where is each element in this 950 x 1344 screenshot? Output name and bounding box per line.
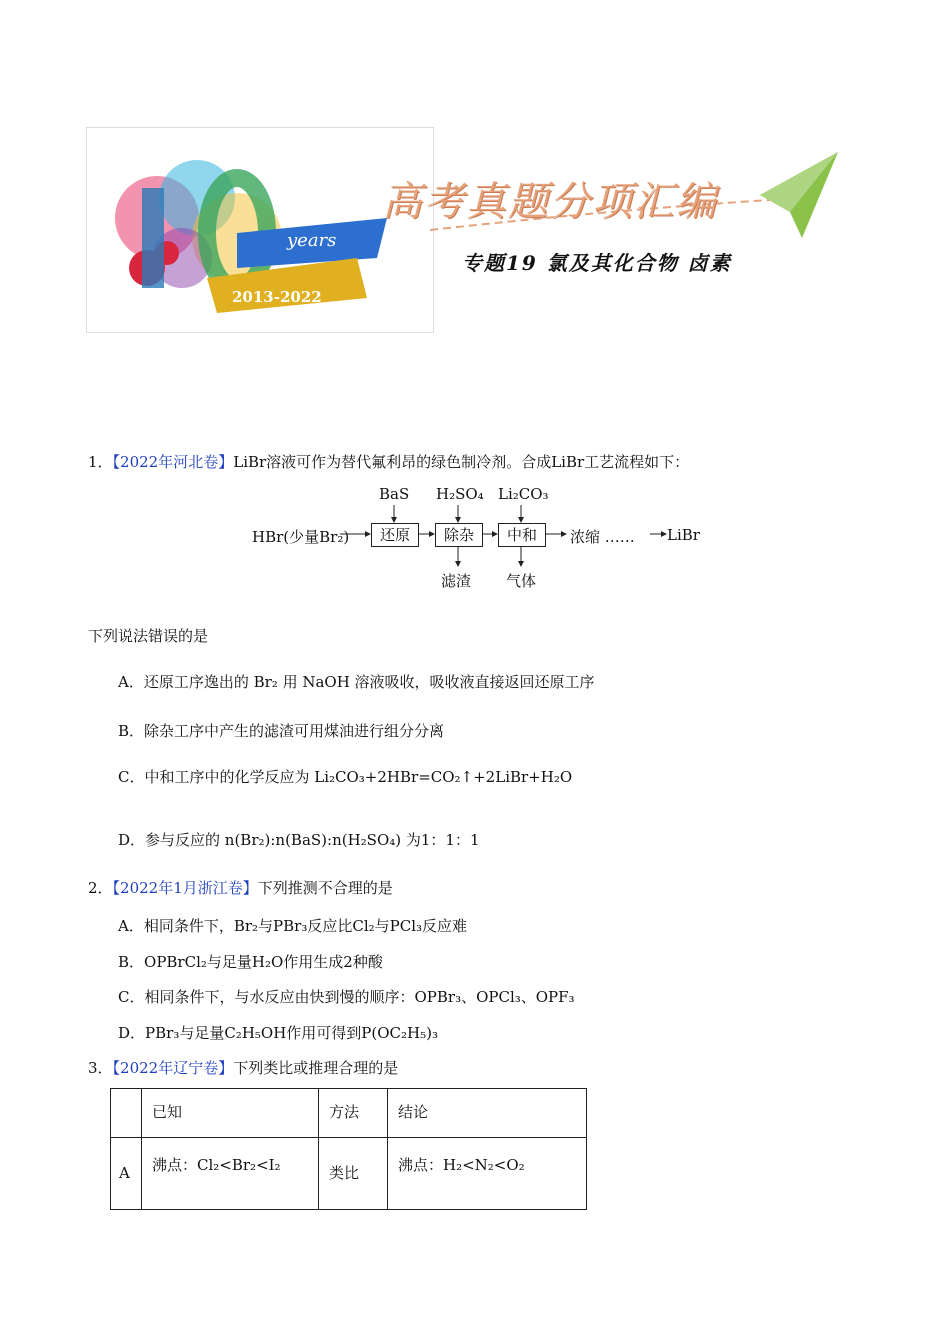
option-a: A．相同条件下，Br₂与PBr₃反应比Cl₂与PCl₃反应难 xyxy=(118,917,468,935)
question-text: 下列类比或推理合理的是 xyxy=(233,1059,399,1077)
question-source: 【2022年河北卷】 xyxy=(112,453,234,471)
topic-title: 专题19 氯及其化合物 卤素 xyxy=(462,251,732,275)
table-row xyxy=(111,1138,587,1210)
flow-reagent: BaS xyxy=(379,485,410,503)
logo-years-text: years xyxy=(287,230,337,251)
flow-reagent: H₂SO₄ xyxy=(436,485,484,503)
table-cell: 沸点：Cl₂<Br₂<I₂ xyxy=(142,1138,319,1210)
question-text: LiBr溶液可作为替代氟利昂的绿色制冷剂。合成LiBr工艺流程如下： xyxy=(233,453,690,471)
table-cell: A xyxy=(111,1138,142,1210)
question-source: 【2022年1月浙江卷】 xyxy=(112,879,258,897)
banner-title: 高考真题分项汇编 xyxy=(382,179,718,225)
table-cell: 类比 xyxy=(319,1138,388,1210)
table-header-cell: 结论 xyxy=(388,1089,587,1138)
flow-product: LiBr xyxy=(667,526,700,544)
flow-output: 滤渣 xyxy=(441,572,472,590)
question-text: 下列推测不合理的是 xyxy=(257,879,393,897)
flow-input: HBr(少量Br₂) xyxy=(252,528,350,546)
option-b: B．除杂工序中产生的滤渣可用煤油进行组分分离 xyxy=(118,722,445,740)
question-number: 2． xyxy=(88,879,113,897)
header-banner-logo xyxy=(86,127,434,333)
option-d: D．PBr₃与足量C₂H₅OH作用可得到P(OC₂H₅)₃ xyxy=(118,1024,438,1042)
question-number: 3． xyxy=(88,1059,113,1077)
table-header-cell xyxy=(111,1089,142,1138)
question-source: 【2022年辽宁卷】 xyxy=(112,1059,234,1077)
table-cell: 沸点：H₂<N₂<O₂ xyxy=(388,1138,587,1210)
table-header-cell: 已知 xyxy=(142,1089,319,1138)
flow-step-box: 还原 xyxy=(371,523,419,547)
comparison-table xyxy=(110,1088,587,1210)
option-d: D．参与反应的 n(Br₂):n(BaS):n(H₂SO₄) 为1：1：1 xyxy=(118,831,480,849)
option-a: A．还原工序逸出的 Br₂ 用 NaOH 溶液吸收，吸收液直接返回还原工序 xyxy=(118,673,595,691)
table-header-cell: 方法 xyxy=(319,1089,388,1138)
flow-step-box: 中和 xyxy=(498,523,546,547)
question-1-header xyxy=(88,452,689,472)
option-b: B．OPBrCl₂与足量H₂O作用生成2种酸 xyxy=(118,953,383,971)
table-header-row xyxy=(111,1089,587,1138)
question-2-header xyxy=(88,878,393,898)
question-number: 1． xyxy=(88,453,113,471)
flow-step-box: 除杂 xyxy=(435,523,483,547)
question-prompt: 下列说法错误的是 xyxy=(88,627,209,645)
ten-years-logo xyxy=(87,128,433,332)
option-c: C．相同条件下，与水反应由快到慢的顺序：OPBr₃、OPCl₃、OPF₃ xyxy=(118,988,575,1006)
flow-arrows xyxy=(340,500,680,570)
option-c: C．中和工序中的化学反应为 Li₂CO₃+2HBr=CO₂↑+2LiBr+H₂O xyxy=(118,768,573,786)
flow-reagent: Li₂CO₃ xyxy=(498,485,549,503)
flow-output: 气体 xyxy=(506,572,537,590)
flow-after: 浓缩 …… xyxy=(570,528,635,546)
logo-range-text: 2013-2022 xyxy=(232,288,322,306)
question-3-header xyxy=(88,1058,398,1078)
